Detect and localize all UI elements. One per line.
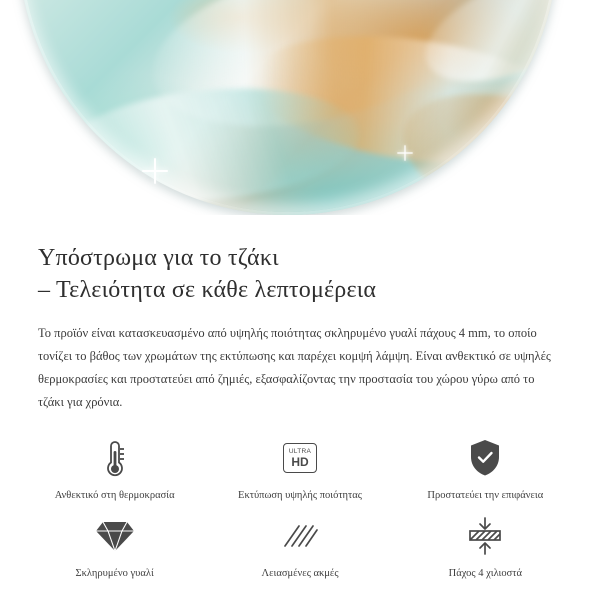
page-title (38, 243, 562, 306)
shield-check-icon (467, 435, 503, 481)
feature-label: Ανθεκτικό στη θερμοκρασία (54, 490, 175, 502)
feature-label: Λειασμένες ακμές (261, 567, 339, 579)
feature-item-temperature (22, 435, 207, 503)
ultra-hd-icon (283, 435, 317, 481)
feature-label: Πάχος 4 χιλιοστά (448, 567, 522, 579)
feature-label: Προστατεύει την επιφάνεια (427, 490, 544, 502)
badge-bottom-text: HD (291, 455, 309, 470)
feature-item-print-quality (207, 435, 392, 503)
headline-line-1: Υπόστρωμα για το τζάκι (38, 245, 279, 271)
thickness-icon (465, 513, 505, 559)
feature-item-tempered-glass (22, 513, 207, 581)
badge-top-text: ULTRA (288, 447, 312, 455)
feature-item-thickness (393, 513, 578, 581)
content-section (0, 215, 600, 581)
feature-label: Σκληρυμένο γυαλί (75, 567, 154, 579)
feature-grid (22, 435, 578, 580)
thermometer-icon (100, 435, 130, 481)
description-paragraph: Το προϊόν είναι κατασκευασμένο από υψηλής ποιότητας σκληρυμένο γυαλί πάχους 4 mm, το οποίο τονίζει το βάθος των χρωμάτων της εκτύπωσης και παρέχει κομψή λάμψη. Είναι ανθεκτικό σε υψηλές θερμοκρασίες και προστατεύει από ζημιές, εξασφαλίζοντας την προστασία του χώρου γύρω από το τζάκι για χρόνια. (38, 326, 551, 409)
hero-image (0, 0, 600, 215)
polished-edges-icon (281, 513, 319, 559)
feature-item-polished-edges (207, 513, 392, 581)
feature-item-surface-protection (393, 435, 578, 503)
feature-label: Εκτύπωση υψηλής ποιότητας (238, 490, 362, 502)
diamond-icon (95, 513, 135, 559)
headline-line-2: – Τελειότητα σε κάθε λεπτομέρεια (38, 276, 377, 303)
